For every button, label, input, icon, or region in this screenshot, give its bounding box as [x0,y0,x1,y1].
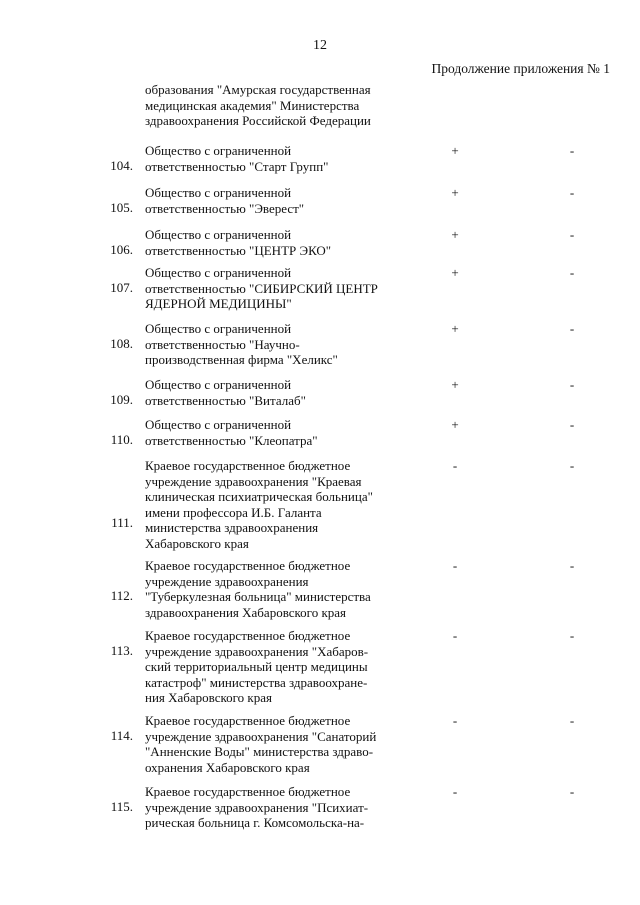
row-number: 107. [110,280,133,295]
table-row [0,558,640,618]
column-2-mark: - [569,265,575,280]
column-1-mark: - [452,713,458,728]
organization-name: Общество с ограниченной ответственностью "Эверест" [145,185,305,216]
column-1-mark: - [452,558,458,573]
column-1-mark: + [451,185,459,200]
row-number: 115. [110,799,133,814]
column-1-mark: + [451,143,459,158]
column-2-mark: - [569,377,575,392]
column-2-mark: - [569,628,575,643]
page-number: 12 [313,38,327,53]
table-row [0,628,640,705]
column-1-mark: - [452,784,458,799]
column-1-mark: + [451,265,459,280]
column-1-mark: - [452,628,458,643]
column-2-mark: - [569,321,575,336]
row-number: 110. [110,432,133,447]
organization-name: Краевое государственное бюджетное учреждение здравоохранения "Санаторий "Анненские Воды" министерства здраво- охранения Хабаровского края [145,713,377,775]
organization-name: Краевое государственное бюджетное учреждение здравоохранения "Туберкулезная больница" министерства здравоохранения Хабаровского края [145,558,371,620]
row-number: 112. [110,588,133,603]
organization-name: Общество с ограниченной ответственностью "ЦЕНТР ЭКО" [145,227,332,258]
column-2-mark: - [569,143,575,158]
row-number: 106. [110,242,133,257]
table-row [0,713,640,773]
row-number: 109. [110,392,133,407]
appendix-continuation-note: Продолжение приложения № 1 [431,61,610,76]
table-row [0,321,640,381]
table-row [0,784,640,844]
column-2-mark: - [569,558,575,573]
column-2-mark: - [569,784,575,799]
column-1-mark: + [451,417,459,432]
row-number: 111. [111,515,133,530]
column-1-mark: + [451,377,459,392]
row-number: 105. [110,200,133,215]
organization-name: Общество с ограниченной ответственностью "Клеопатра" [145,417,318,448]
organization-name: Краевое государственное бюджетное учреждение здравоохранения "Краевая клиническая психиатрическая больница" имени профессора И.Б. Галанта министерства здравоохранения Хабаровского края [145,458,373,551]
table-row [0,265,640,325]
column-2-mark: - [569,185,575,200]
column-2-mark: - [569,458,575,473]
row-number: 104. [110,158,133,173]
column-1-mark: - [452,458,458,473]
organization-name: Общество с ограниченной ответственностью "Старт Групп" [145,143,329,174]
organization-name: Краевое государственное бюджетное учреждение здравоохранения "Психиат- рическая больница г. Комсомольска-на- [145,784,369,830]
column-1-mark: + [451,227,459,242]
row-number: 108. [110,336,133,351]
table-row [0,458,640,551]
row-number: 113. [110,643,133,658]
organization-name: Краевое государственное бюджетное учреждение здравоохранения "Хабаров- ский территориальный центр медицины катастроф" министерства здравоохране- ния Хабаровского края [145,628,369,705]
organization-name: Общество с ограниченной ответственностью "СИБИРСКИЙ ЦЕНТР ЯДЕРНОЙ МЕДИЦИНЫ" [145,265,378,311]
organization-name: Общество с ограниченной ответственностью "Научно- производственная фирма "Хеликс" [145,321,338,367]
organization-name: Общество с ограниченной ответственностью "Виталаб" [145,377,306,408]
column-2-mark: - [569,713,575,728]
row-number: 114. [110,728,133,743]
column-1-mark: + [451,321,459,336]
column-2-mark: - [569,227,575,242]
column-2-mark: - [569,417,575,432]
continued-entry-text: образования "Амурская государственная медицинская академия" Министерства здравоохранения Российской Федерации [145,82,371,128]
